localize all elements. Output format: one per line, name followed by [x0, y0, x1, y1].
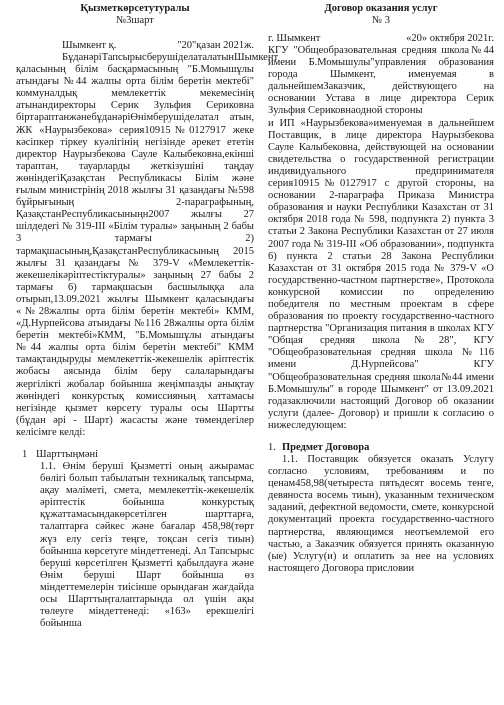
- kazakh-section-number: 1: [22, 449, 28, 460]
- russian-clause-1-1: 1.1. Поставщик обязуется оказать Услугу согласно условиям, требованиям и по ценам458,98(четыреста пятьдесят восемь тенге, девяноста восемь тиын), указанным техническом заданий, дефектной ведомости, смете, конкурсной документаций проекта государственно-частного партнерства, являющимся неотъемлемой его частью, а Заказчик обязуется принять оказанную (ые) Услугу(и) и оплатить за нее на условиях настоящего Договора присловии: [268, 454, 494, 574]
- russian-preamble-text: и ИП «Наурызбекова»именуемая в дальнейшем Поставщик, в лице директора Наурызбекова Сауле Калыбековна, действующей на основании свидетельства о государственной регистрации индивидуального предпринимателя серия10915№0127917 с другой стороны, на основании 2-параграфа Приказа Министра образования и науки Республики Казахстан от 31 октября 2018 года № 598, подпункта 2) пункта 3 статьи 2 Закона Республики Казахстан от 27 июля 2007 года № 319-III «Об образовании», подпункта 6) пункта 2 статьи 28 Закона Республики Казахстан от 31 октября 2015 года № 379-V «О государственно-частном партнерстве», Протокола конкурсной комиссии по определению победителя по местным проектам в сфере образования по проекту государственно-частного партнерства "Организация питания в школах КГУ "Общая средняя школа№28", КГУ "Общеобразовательная средняя школа №116 имени Д.Нурпейсова" КГУ "Общеобразовательная средняя школа№44 имени Б.Момышулы" в городе Шымкент" от 13.09.2021 годазаключили настоящий Договор об оказании услуги (далее- Договор) и пришли к согласию о нижеследующем:: [268, 117, 494, 431]
- russian-column: [268, 0, 494, 575]
- kazakh-place-date: [16, 40, 254, 52]
- russian-section-title: Предмет Договора: [282, 442, 370, 453]
- kazakh-contract-number: №3шарт: [116, 15, 154, 26]
- russian-date: «20» октября 2021г.: [406, 33, 494, 44]
- russian-contract-number: № 3: [372, 15, 390, 26]
- kazakh-section-title: Шарттыңмәні: [36, 449, 99, 460]
- kazakh-date: "20"қазан 2021ж.: [177, 40, 254, 51]
- russian-section-number: 1.: [268, 442, 276, 453]
- russian-header-text: КГУ "Общеобразовательная средняя школа№44 имени Б.Момышулы"управления образования города Шымкент, именуемая в дальнейшемЗаказчик, действующего на основании Устава в лице директора Серик Зульфия Сериковнаодной стороны: [268, 45, 494, 117]
- kazakh-title: Қызметкөрсетутуралы: [80, 3, 190, 14]
- russian-preamble: [268, 45, 494, 432]
- russian-city: г. Шымкент: [268, 33, 321, 44]
- kazakh-city: Шымкент қ.: [62, 40, 117, 51]
- kazakh-column: [16, 0, 279, 630]
- russian-title: Договор оказания услуг: [324, 3, 438, 14]
- kazakh-clause-1-1: 1.1. Өнім беруші Қызметті оның ажырамас бөлігі болып табылатын техникалық тапсырма, ақау мәліметі, смета, мемлекеттік-жекешелік әріптестік бойынша конкурстық құжаттамасындакөрсетілген шарттарға, талаптарға сәйкес және бағалар 458,98(төрт жүз елу сегіз теңге, тоқсан сегіз тиын) бойынша көрсетуге міндеттенеді. Ал Тапсырыс беруші көрсетілген Қызметті қабылдауға және Өнім беруші Шарт бойынша өз міндеттемелерін тиісінше орындаған жағдайда осы Шарттыңталаптарында ол үшін ақы төлеуге міндеттенеді: «163» ерекшелігі бойынша: [40, 461, 254, 630]
- kazakh-preamble-text: БұданәріТапсырысберушіделаталатынШымкент қаласының білім басқармасының "Б.Момышұлы атындағы №44 жалпы орта білім беретін мектебі" коммуналдық мемлекеттік мекемесінің атынандиректоры Серик Зульфия Сериковна біртараптанжәнебұданәріӨнімберушіделатал атын, ЖК «Наурызбекова» серия10915№0127917 жеке кәсіпкер тіркеу куәлігінің негізінде әрекет ететін директор Наурызбекова Сауле Калыбековна,екінші тараптан, тауарларды жеткізушіні таңдау жөніндегіҚазақстан Республикасы Білім және ғылым министрінің 2018 жылғы 31 қазандағы №598 бұйрығының 2-параграфының, ҚазақстанРеспубликасыныңн2007 жылғы 27 шілдедегі № 319-III «Білім туралы» заңының 2 бабы 3 тармағы 2) тармақшасының,ҚазақстанРеспубликасының 2015 жылғы 31 қазандағы № 379-V «Мемлекеттік-жекешелікәріптестіктуралы» заңының 27 бабы 2 тармағы 6) тармақшасын басшылыққа ала отырып,13.09.2021 жылғы Шымкент қаласындағы «№28жалпы орта білім беретін мектебі» КММ, «Д.Нурпейсова атындағы №116 28жалпы орта білім беретін мектебі»КММ, "Б.Момышұлы атындағы №44 жалпы орта білім беретін мектебі" КММ тамақтандыруды мемлекеттік-жекешелік әріптестік жобасы аясында білім беру салаларындағы жергілікті жобалар бойынша жеңімпазды анықтау жөніндегі конкурстық комиссияның хаттамасы негізінде қызмет көрсету туралы осы Шартты (бұдан әрі - Шарт) жасасты және төмендегілер келісімге келді:: [16, 52, 279, 438]
- russian-place-date: [268, 33, 494, 45]
- russian-section-heading: [268, 442, 494, 454]
- kazakh-section-heading: [16, 449, 254, 461]
- kazakh-preamble: [16, 52, 279, 439]
